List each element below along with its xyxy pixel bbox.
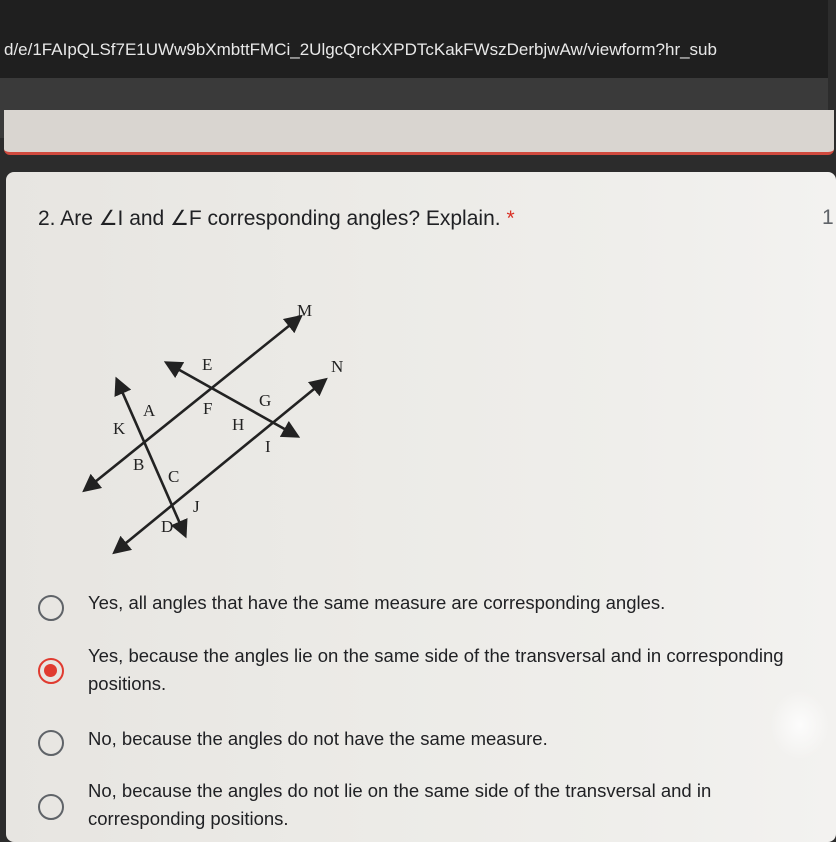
label-N: N [331,357,344,376]
label-D: D [161,517,174,536]
radio-button-2-selected[interactable] [38,658,64,684]
option-2-label[interactable]: Yes, because the angles lie on the same side of the transversal and in corresponding positions. [88,645,784,694]
required-asterisk: * [506,207,515,230]
label-J: J [193,497,200,516]
option-2[interactable] [38,646,828,702]
question-text: 2. Are ∠I and ∠F corresponding angles? Explain. [38,207,501,230]
points-value: 1 [822,206,834,229]
label-B: B [133,455,145,474]
figure-svg [75,290,375,560]
label-E: E [202,355,213,374]
option-4[interactable] [38,780,828,828]
radio-button-4[interactable] [38,794,64,820]
radio-button-3[interactable] [38,730,64,756]
label-M: M [297,301,313,320]
screen-glare [770,690,830,760]
label-H: H [232,415,245,434]
label-I: I [265,437,271,456]
figure-labels [113,301,343,536]
label-G: G [259,391,272,410]
label-F: F [203,399,213,418]
url-text[interactable]: d/e/1FAIpQLSf7E1UWw9bXmbttFMCi_2UlgcQrcKXPDTcKakFWszDerbjwAw/viewform?hr_sub [4,40,717,59]
option-1[interactable] [38,592,828,624]
option-3-label[interactable]: No, because the angles do not have the same measure. [88,728,548,749]
question-title [38,206,515,231]
label-C: C [168,467,180,486]
browser-address-bar[interactable] [0,0,828,78]
radio-button-1[interactable] [38,595,64,621]
label-K: K [113,419,126,438]
option-4-label[interactable]: No, because the angles do not lie on the same side of the transversal and in corresponding positions. [88,780,712,829]
option-3[interactable] [38,728,828,760]
option-1-label[interactable]: Yes, all angles that have the same measure are corresponding angles. [88,592,666,613]
geometry-figure [75,290,375,560]
previous-question-card [4,110,834,155]
label-A: A [143,401,156,420]
